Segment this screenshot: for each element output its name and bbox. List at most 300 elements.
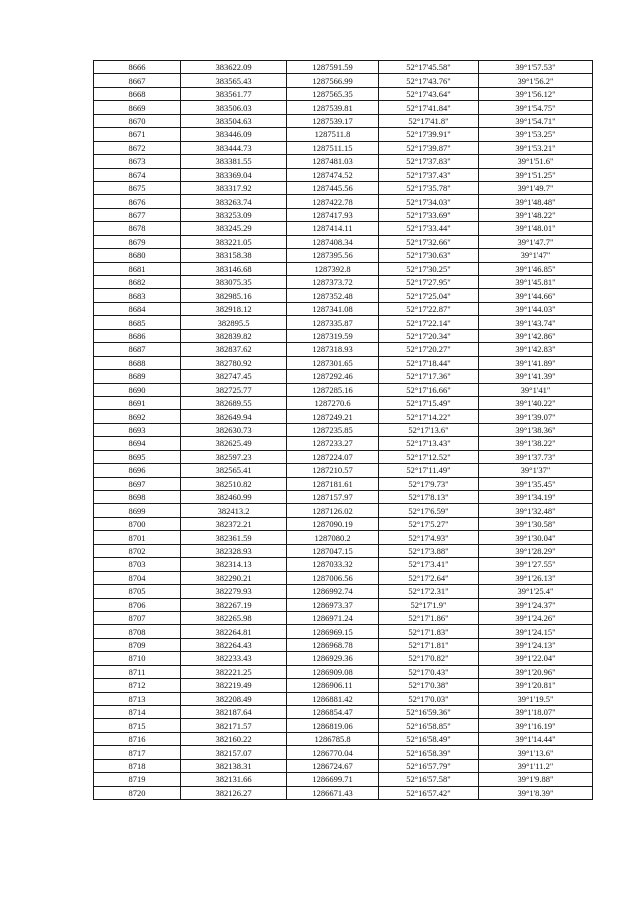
x-coordinate-cell: 382157.07	[181, 746, 287, 759]
point-number-cell: 8695	[94, 450, 181, 463]
x-coordinate-cell: 383381.55	[181, 155, 287, 168]
y-coordinate-cell: 1287511.8	[287, 128, 379, 141]
longitude-cell: 39°1'53.25"	[479, 128, 593, 141]
point-number-cell: 8707	[94, 611, 181, 624]
latitude-cell: 52°17'27.95"	[379, 276, 479, 289]
point-number-cell: 8702	[94, 544, 181, 557]
table-row	[94, 679, 593, 692]
latitude-cell: 52°17'37.83"	[379, 155, 479, 168]
longitude-cell: 39°1'8.39"	[479, 786, 593, 799]
point-number-cell: 8691	[94, 396, 181, 409]
latitude-cell: 52°17'2.64"	[379, 571, 479, 584]
table-row	[94, 423, 593, 436]
longitude-cell: 39°1'18.07"	[479, 706, 593, 719]
table-row	[94, 168, 593, 181]
point-number-cell: 8672	[94, 141, 181, 154]
table-row	[94, 531, 593, 544]
x-coordinate-cell: 383622.09	[181, 61, 287, 74]
y-coordinate-cell: 1287422.78	[287, 195, 379, 208]
table-row	[94, 504, 593, 517]
longitude-cell: 39°1'41"	[479, 383, 593, 396]
longitude-cell: 39°1'25.4"	[479, 585, 593, 598]
x-coordinate-cell: 382413.2	[181, 504, 287, 517]
y-coordinate-cell: 1286671.43	[287, 786, 379, 799]
y-coordinate-cell: 1287373.72	[287, 276, 379, 289]
point-number-cell: 8703	[94, 558, 181, 571]
latitude-cell: 52°17'18.44"	[379, 356, 479, 369]
longitude-cell: 39°1'14.44"	[479, 732, 593, 745]
longitude-cell: 39°1'54.75"	[479, 101, 593, 114]
table-row	[94, 464, 593, 477]
y-coordinate-cell: 1286971.24	[287, 611, 379, 624]
point-number-cell: 8677	[94, 208, 181, 221]
x-coordinate-cell: 382219.49	[181, 679, 287, 692]
latitude-cell: 52°17'22.14"	[379, 316, 479, 329]
longitude-cell: 39°1'30.04"	[479, 531, 593, 544]
table-row	[94, 249, 593, 262]
y-coordinate-cell: 1287408.34	[287, 235, 379, 248]
x-coordinate-cell: 382264.81	[181, 625, 287, 638]
point-number-cell: 8667	[94, 74, 181, 87]
y-coordinate-cell: 1287319.59	[287, 329, 379, 342]
longitude-cell: 39°1'41.39"	[479, 370, 593, 383]
x-coordinate-cell: 383245.29	[181, 222, 287, 235]
longitude-cell: 39°1'51.25"	[479, 168, 593, 181]
x-coordinate-cell: 382160.22	[181, 732, 287, 745]
x-coordinate-cell: 382510.82	[181, 477, 287, 490]
x-coordinate-cell: 382625.49	[181, 437, 287, 450]
y-coordinate-cell: 1287233.27	[287, 437, 379, 450]
point-number-cell: 8714	[94, 706, 181, 719]
y-coordinate-cell: 1287566.99	[287, 74, 379, 87]
longitude-cell: 39°1'56.12"	[479, 87, 593, 100]
point-number-cell: 8709	[94, 638, 181, 651]
x-coordinate-cell: 382747.45	[181, 370, 287, 383]
table-row	[94, 571, 593, 584]
y-coordinate-cell: 1286909.08	[287, 665, 379, 678]
y-coordinate-cell: 1287591.59	[287, 61, 379, 74]
table-row	[94, 101, 593, 114]
table-row	[94, 155, 593, 168]
latitude-cell: 52°16'58.85"	[379, 719, 479, 732]
x-coordinate-cell: 383504.63	[181, 114, 287, 127]
point-number-cell: 8716	[94, 732, 181, 745]
latitude-cell: 52°17'0.82"	[379, 652, 479, 665]
longitude-cell: 39°1'43.74"	[479, 316, 593, 329]
latitude-cell: 52°17'43.76"	[379, 74, 479, 87]
longitude-cell: 39°1'20.96"	[479, 665, 593, 678]
latitude-cell: 52°17'1.81"	[379, 638, 479, 651]
table-row	[94, 410, 593, 423]
latitude-cell: 52°17'32.66"	[379, 235, 479, 248]
longitude-cell: 39°1'22.04"	[479, 652, 593, 665]
y-coordinate-cell: 1287090.19	[287, 517, 379, 530]
latitude-cell: 52°17'33.69"	[379, 208, 479, 221]
x-coordinate-cell: 382361.59	[181, 531, 287, 544]
y-coordinate-cell: 1287445.56	[287, 181, 379, 194]
latitude-cell: 52°17'30.25"	[379, 262, 479, 275]
point-number-cell: 8673	[94, 155, 181, 168]
point-number-cell: 8715	[94, 719, 181, 732]
x-coordinate-cell: 383565.43	[181, 74, 287, 87]
y-coordinate-cell: 1287270.6	[287, 396, 379, 409]
x-coordinate-cell: 382837.62	[181, 343, 287, 356]
point-number-cell: 8699	[94, 504, 181, 517]
table-row	[94, 61, 593, 74]
table-row	[94, 692, 593, 705]
x-coordinate-cell: 382131.66	[181, 773, 287, 786]
latitude-cell: 52°17'39.87"	[379, 141, 479, 154]
table-row	[94, 706, 593, 719]
table-row	[94, 222, 593, 235]
latitude-cell: 52°17'13.6"	[379, 423, 479, 436]
table-row	[94, 719, 593, 732]
x-coordinate-cell: 383146.68	[181, 262, 287, 275]
y-coordinate-cell: 1287392.8	[287, 262, 379, 275]
x-coordinate-cell: 382649.94	[181, 410, 287, 423]
longitude-cell: 39°1'44.03"	[479, 302, 593, 315]
longitude-cell: 39°1'48.22"	[479, 208, 593, 221]
latitude-cell: 52°17'34.03"	[379, 195, 479, 208]
point-number-cell: 8704	[94, 571, 181, 584]
x-coordinate-cell: 383446.09	[181, 128, 287, 141]
y-coordinate-cell: 1287249.21	[287, 410, 379, 423]
y-coordinate-cell: 1287301.65	[287, 356, 379, 369]
point-number-cell: 8683	[94, 289, 181, 302]
table-row	[94, 759, 593, 772]
latitude-cell: 52°17'1.9"	[379, 598, 479, 611]
point-number-cell: 8719	[94, 773, 181, 786]
latitude-cell: 52°17'13.43"	[379, 437, 479, 450]
table-row	[94, 276, 593, 289]
longitude-cell: 39°1'24.15"	[479, 625, 593, 638]
y-coordinate-cell: 1286699.71	[287, 773, 379, 786]
point-number-cell: 8706	[94, 598, 181, 611]
table-row	[94, 558, 593, 571]
x-coordinate-cell: 383221.05	[181, 235, 287, 248]
x-coordinate-cell: 382187.64	[181, 706, 287, 719]
table-row	[94, 329, 593, 342]
latitude-cell: 52°16'58.39"	[379, 746, 479, 759]
y-coordinate-cell: 1287474.52	[287, 168, 379, 181]
point-number-cell: 8680	[94, 249, 181, 262]
longitude-cell: 39°1'27.55"	[479, 558, 593, 571]
y-coordinate-cell: 1286906.11	[287, 679, 379, 692]
point-number-cell: 8671	[94, 128, 181, 141]
longitude-cell: 39°1'53.21"	[479, 141, 593, 154]
longitude-cell: 39°1'37"	[479, 464, 593, 477]
x-coordinate-cell: 382630.73	[181, 423, 287, 436]
longitude-cell: 39°1'16.19"	[479, 719, 593, 732]
latitude-cell: 52°17'16.66"	[379, 383, 479, 396]
point-number-cell: 8674	[94, 168, 181, 181]
table-row	[94, 665, 593, 678]
y-coordinate-cell: 1287126.02	[287, 504, 379, 517]
y-coordinate-cell: 1287414.11	[287, 222, 379, 235]
x-coordinate-cell: 382895.5	[181, 316, 287, 329]
x-coordinate-cell: 382565.41	[181, 464, 287, 477]
y-coordinate-cell: 1286969.15	[287, 625, 379, 638]
point-number-cell: 8720	[94, 786, 181, 799]
x-coordinate-cell: 382460.99	[181, 491, 287, 504]
y-coordinate-cell: 1286992.74	[287, 585, 379, 598]
x-coordinate-cell: 382171.57	[181, 719, 287, 732]
latitude-cell: 52°17'3.41"	[379, 558, 479, 571]
table-row	[94, 74, 593, 87]
point-number-cell: 8668	[94, 87, 181, 100]
x-coordinate-cell: 382265.98	[181, 611, 287, 624]
point-number-cell: 8678	[94, 222, 181, 235]
table-row	[94, 437, 593, 450]
point-number-cell: 8681	[94, 262, 181, 275]
point-number-cell: 8697	[94, 477, 181, 490]
y-coordinate-cell: 1286973.37	[287, 598, 379, 611]
y-coordinate-cell: 1286929.36	[287, 652, 379, 665]
longitude-cell: 39°1'13.6"	[479, 746, 593, 759]
y-coordinate-cell: 1287539.81	[287, 101, 379, 114]
point-number-cell: 8713	[94, 692, 181, 705]
latitude-cell: 52°17'15.49"	[379, 396, 479, 409]
latitude-cell: 52°17'4.93"	[379, 531, 479, 544]
longitude-cell: 39°1'56.2"	[479, 74, 593, 87]
latitude-cell: 52°17'5.27"	[379, 517, 479, 530]
latitude-cell: 52°17'17.36"	[379, 370, 479, 383]
y-coordinate-cell: 1287033.32	[287, 558, 379, 571]
table-row	[94, 114, 593, 127]
latitude-cell: 52°16'59.36"	[379, 706, 479, 719]
longitude-cell: 39°1'11.2"	[479, 759, 593, 772]
latitude-cell: 52°17'1.83"	[379, 625, 479, 638]
x-coordinate-cell: 382208.49	[181, 692, 287, 705]
latitude-cell: 52°17'41.84"	[379, 101, 479, 114]
table-row	[94, 195, 593, 208]
x-coordinate-cell: 382264.43	[181, 638, 287, 651]
x-coordinate-cell: 383263.74	[181, 195, 287, 208]
x-coordinate-cell: 383075.35	[181, 276, 287, 289]
point-number-cell: 8670	[94, 114, 181, 127]
y-coordinate-cell: 1287511.15	[287, 141, 379, 154]
longitude-cell: 39°1'35.45"	[479, 477, 593, 490]
longitude-cell: 39°1'57.53"	[479, 61, 593, 74]
point-number-cell: 8711	[94, 665, 181, 678]
table-row	[94, 625, 593, 638]
y-coordinate-cell: 1287006.56	[287, 571, 379, 584]
table-row	[94, 611, 593, 624]
point-number-cell: 8689	[94, 370, 181, 383]
y-coordinate-cell: 1287481.03	[287, 155, 379, 168]
longitude-cell: 39°1'26.13"	[479, 571, 593, 584]
point-number-cell: 8708	[94, 625, 181, 638]
x-coordinate-cell: 382780.92	[181, 356, 287, 369]
x-coordinate-cell: 382221.25	[181, 665, 287, 678]
point-number-cell: 8693	[94, 423, 181, 436]
table-row	[94, 383, 593, 396]
table-row	[94, 262, 593, 275]
point-number-cell: 8669	[94, 101, 181, 114]
x-coordinate-cell: 382839.82	[181, 329, 287, 342]
x-coordinate-cell: 383158.38	[181, 249, 287, 262]
y-coordinate-cell: 1287352.48	[287, 289, 379, 302]
longitude-cell: 39°1'39.07"	[479, 410, 593, 423]
table-row	[94, 477, 593, 490]
table-row	[94, 746, 593, 759]
point-number-cell: 8679	[94, 235, 181, 248]
longitude-cell: 39°1'20.81"	[479, 679, 593, 692]
x-coordinate-cell: 382267.19	[181, 598, 287, 611]
point-number-cell: 8686	[94, 329, 181, 342]
x-coordinate-cell: 383444.73	[181, 141, 287, 154]
latitude-cell: 52°17'6.59"	[379, 504, 479, 517]
longitude-cell: 39°1'44.66"	[479, 289, 593, 302]
longitude-cell: 39°1'24.26"	[479, 611, 593, 624]
point-number-cell: 8675	[94, 181, 181, 194]
longitude-cell: 39°1'47.7"	[479, 235, 593, 248]
latitude-cell: 52°17'41.8"	[379, 114, 479, 127]
longitude-cell: 39°1'9.88"	[479, 773, 593, 786]
longitude-cell: 39°1'32.48"	[479, 504, 593, 517]
latitude-cell: 52°17'0.43"	[379, 665, 479, 678]
y-coordinate-cell: 1287235.85	[287, 423, 379, 436]
longitude-cell: 39°1'30.58"	[479, 517, 593, 530]
latitude-cell: 52°17'30.63"	[379, 249, 479, 262]
table-row	[94, 585, 593, 598]
table-row	[94, 598, 593, 611]
y-coordinate-cell: 1286724.67	[287, 759, 379, 772]
x-coordinate-cell: 382279.93	[181, 585, 287, 598]
x-coordinate-cell: 382597.23	[181, 450, 287, 463]
longitude-cell: 39°1'40.22"	[479, 396, 593, 409]
latitude-cell: 52°16'57.42"	[379, 786, 479, 799]
x-coordinate-cell: 382328.93	[181, 544, 287, 557]
y-coordinate-cell: 1287335.87	[287, 316, 379, 329]
table-row	[94, 316, 593, 329]
coordinates-table-body	[94, 61, 593, 800]
longitude-cell: 39°1'48.48"	[479, 195, 593, 208]
y-coordinate-cell: 1286785.8	[287, 732, 379, 745]
longitude-cell: 39°1'54.71"	[479, 114, 593, 127]
point-number-cell: 8718	[94, 759, 181, 772]
longitude-cell: 39°1'24.37"	[479, 598, 593, 611]
longitude-cell: 39°1'42.86"	[479, 329, 593, 342]
point-number-cell: 8694	[94, 437, 181, 450]
point-number-cell: 8682	[94, 276, 181, 289]
y-coordinate-cell: 1286854.47	[287, 706, 379, 719]
table-row	[94, 289, 593, 302]
point-number-cell: 8666	[94, 61, 181, 74]
longitude-cell: 39°1'38.36"	[479, 423, 593, 436]
y-coordinate-cell: 1287565.35	[287, 87, 379, 100]
y-coordinate-cell: 1287285.16	[287, 383, 379, 396]
latitude-cell: 52°17'3.88"	[379, 544, 479, 557]
y-coordinate-cell: 1287210.57	[287, 464, 379, 477]
table-row	[94, 370, 593, 383]
y-coordinate-cell: 1287157.97	[287, 491, 379, 504]
longitude-cell: 39°1'47"	[479, 249, 593, 262]
latitude-cell: 52°17'35.78"	[379, 181, 479, 194]
point-number-cell: 8696	[94, 464, 181, 477]
x-coordinate-cell: 383561.77	[181, 87, 287, 100]
longitude-cell: 39°1'34.19"	[479, 491, 593, 504]
latitude-cell: 52°16'57.79"	[379, 759, 479, 772]
point-number-cell: 8687	[94, 343, 181, 356]
y-coordinate-cell: 1287395.56	[287, 249, 379, 262]
longitude-cell: 39°1'38.22"	[479, 437, 593, 450]
x-coordinate-cell: 382689.55	[181, 396, 287, 409]
table-row	[94, 141, 593, 154]
x-coordinate-cell: 383506.03	[181, 101, 287, 114]
latitude-cell: 52°17'2.31"	[379, 585, 479, 598]
y-coordinate-cell: 1287292.46	[287, 370, 379, 383]
longitude-cell: 39°1'51.6"	[479, 155, 593, 168]
x-coordinate-cell: 382233.43	[181, 652, 287, 665]
point-number-cell: 8676	[94, 195, 181, 208]
point-number-cell: 8705	[94, 585, 181, 598]
point-number-cell: 8685	[94, 316, 181, 329]
y-coordinate-cell: 1286881.42	[287, 692, 379, 705]
table-row	[94, 544, 593, 557]
point-number-cell: 8698	[94, 491, 181, 504]
latitude-cell: 52°17'8.13"	[379, 491, 479, 504]
x-coordinate-cell: 382126.27	[181, 786, 287, 799]
x-coordinate-cell: 383369.04	[181, 168, 287, 181]
table-row	[94, 517, 593, 530]
table-row	[94, 343, 593, 356]
y-coordinate-cell: 1287047.15	[287, 544, 379, 557]
x-coordinate-cell: 382314.13	[181, 558, 287, 571]
y-coordinate-cell: 1287318.93	[287, 343, 379, 356]
point-number-cell: 8700	[94, 517, 181, 530]
latitude-cell: 52°17'9.73"	[379, 477, 479, 490]
longitude-cell: 39°1'28.29"	[479, 544, 593, 557]
table-row	[94, 87, 593, 100]
latitude-cell: 52°17'0.03"	[379, 692, 479, 705]
longitude-cell: 39°1'41.89"	[479, 356, 593, 369]
x-coordinate-cell: 382985.16	[181, 289, 287, 302]
point-number-cell: 8688	[94, 356, 181, 369]
point-number-cell: 8692	[94, 410, 181, 423]
x-coordinate-cell: 383317.92	[181, 181, 287, 194]
table-row	[94, 302, 593, 315]
y-coordinate-cell: 1287181.61	[287, 477, 379, 490]
longitude-cell: 39°1'37.73"	[479, 450, 593, 463]
point-number-cell: 8690	[94, 383, 181, 396]
longitude-cell: 39°1'46.85"	[479, 262, 593, 275]
y-coordinate-cell: 1287417.93	[287, 208, 379, 221]
longitude-cell: 39°1'42.83"	[479, 343, 593, 356]
point-number-cell: 8710	[94, 652, 181, 665]
latitude-cell: 52°16'58.49"	[379, 732, 479, 745]
x-coordinate-cell: 382138.31	[181, 759, 287, 772]
point-number-cell: 8717	[94, 746, 181, 759]
table-row	[94, 396, 593, 409]
latitude-cell: 52°17'25.04"	[379, 289, 479, 302]
latitude-cell: 52°17'11.49"	[379, 464, 479, 477]
longitude-cell: 39°1'49.7"	[479, 181, 593, 194]
latitude-cell: 52°17'0.38"	[379, 679, 479, 692]
x-coordinate-cell: 382372.21	[181, 517, 287, 530]
latitude-cell: 52°16'57.58"	[379, 773, 479, 786]
table-row	[94, 786, 593, 799]
y-coordinate-cell: 1287224.07	[287, 450, 379, 463]
x-coordinate-cell: 382918.12	[181, 302, 287, 315]
y-coordinate-cell: 1287080.2	[287, 531, 379, 544]
longitude-cell: 39°1'19.5"	[479, 692, 593, 705]
table-row	[94, 773, 593, 786]
y-coordinate-cell: 1286819.06	[287, 719, 379, 732]
latitude-cell: 52°17'39.91"	[379, 128, 479, 141]
table-row	[94, 638, 593, 651]
y-coordinate-cell: 1287539.17	[287, 114, 379, 127]
